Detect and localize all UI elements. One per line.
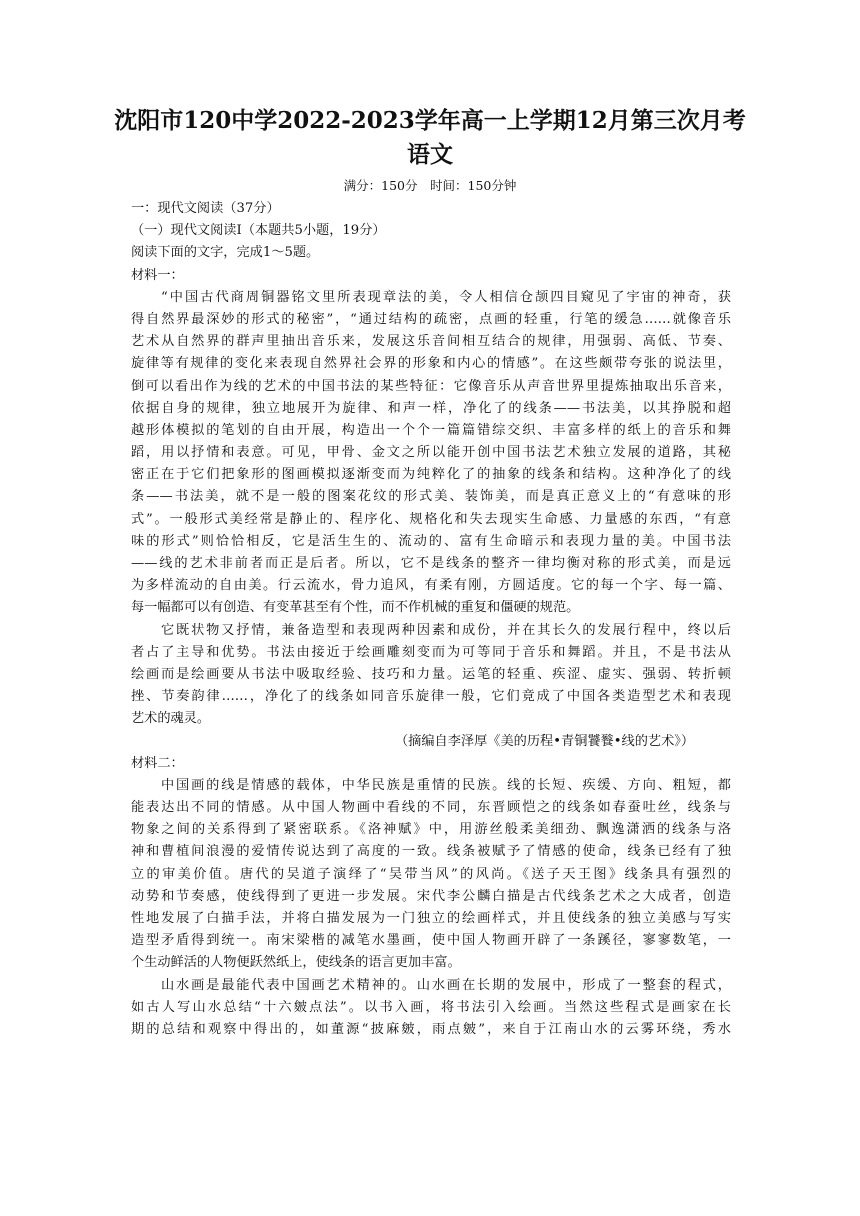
text-line: 能表达出不同的情感。从中国人物画中看线的不同，东晋顾恺之的线条如春蚕吐丝，线条与 <box>131 800 731 816</box>
text-line: 如古人写山水总结“十六皴点法”。以书入画，将书法引入绘画。当然这些程式是画家在长 <box>131 999 731 1015</box>
text-line: （一）现代文阅读Ⅰ（本题共5小题，19分） <box>131 223 386 239</box>
text-line: 物象之间的关系得到了紧密联系。《洛神赋》中，用游丝般柔美细劲、飘逸潇洒的线条与洛 <box>131 822 731 838</box>
exam-meta: 满分：150分 时间：150分钟 <box>343 178 517 193</box>
text-line: 艺术的魂灵。 <box>131 711 211 727</box>
text-line: 蹈，用以抒情和表意。可见，甲骨、金文之所以能开创中国书法艺术独立发展的道路，其秘 <box>131 445 731 461</box>
text-line: 密正在于它们把象形的图画模拟逐渐变而为纯粹化了的抽象的线条和结构。这种净化了的线 <box>131 467 731 483</box>
text-line: “中国古代商周铜器铭文里所表现章法的美，令人相信仓颉四目窥见了宇宙的神奇，获 <box>161 289 731 305</box>
text-line: ——线的艺术非前者而正是后者。所以，它不是线条的整齐一律均衡对称的形式美，而是远 <box>131 556 731 571</box>
text-line: （摘编自李泽厚《美的历程•青铜饕餮•线的艺术》） <box>395 733 695 749</box>
subject-title: 语文 <box>407 141 453 168</box>
text-line: 者占了主导和优势。书法由接近于绘画雕刻变而为可等同于音乐和舞蹈。并且，不是书法从 <box>131 644 731 660</box>
text-line: 个生动鲜活的人物便跃然纸上，使线条的语言更加丰富。 <box>131 955 461 971</box>
text-line: 味的形式”则恰恰相反，它是活生生的、流动的、富有生命暗示和表现力量的美。中国书法 <box>131 533 731 549</box>
text-line: 越形体模拟的笔划的自由开展，构造出一个个一篇篇错综交织、丰富多样的纸上的音乐和舞 <box>131 422 731 438</box>
text-line: 式”。一般形式美经常是静止的、程序化、规格化和失去现实生命感、力量感的东西，“有意 <box>131 511 731 527</box>
text-line: 每一幅都可以有创造、有变革甚至有个性，而不作机械的重复和僵硬的规范。 <box>131 600 580 616</box>
text-line: 阅读下面的文字，完成1～5题。 <box>131 245 320 261</box>
text-line: 动势和节奏感，使线得到了更进一步发展。宋代李公麟白描是古代线条艺术之大成者，创造 <box>131 888 731 904</box>
text-line: 期的总结和观察中得出的，如董源“披麻皴，雨点皴”，来自于江南山水的云雾环绕，秀水 <box>131 1021 731 1037</box>
text-line: 中国画的线是情感的载体，中华民族是重情的民族。线的长短、疾缓、方向、粗短，都 <box>161 777 731 793</box>
exam-title: 沈阳市120中学2022-2023学年高一上学期12月第三次月考 <box>114 107 746 134</box>
text-line: 山水画是最能代表中国画艺术精神的。山水画在长期的发展中，形成了一整套的程式， <box>161 977 731 993</box>
body-text <box>131 198 731 1041</box>
text-line: 造型矛盾得到统一。南宋梁楷的减笔水墨画，使中国人物画开辟了一条蹊径，寥寥数笔，一 <box>131 933 731 949</box>
text-line: 为多样流动的自由美。行云流水，骨力追风，有柔有刚，方圆适度。它的每一个字、每一篇、 <box>131 578 731 594</box>
text-line: 得自然界最深妙的形式的秘密”，“通过结构的疏密，点画的轻重，行笔的缓急……就像音乐 <box>131 311 731 327</box>
text-line: 立的审美价值。唐代的吴道子演绎了“吴带当风”的风尚。《送子天王图》线条具有强烈的 <box>131 866 731 882</box>
text-line: 依据自身的规律，独立地展开为旋律、和声一样，净化了的线条——书法美，以其挣脱和超 <box>131 400 731 416</box>
text-line: 艺术从自然界的群声里抽出音乐来，发展这乐音间相互结合的规律，用强弱、高低、节奏、 <box>131 334 731 350</box>
text-line: 绘画而是绘画要从书法中吸取经验、技巧和力量。运笔的轻重、疾涩、虚实、强弱、转折顿 <box>131 666 731 682</box>
text-line: 条——书法美，就不是一般的图案花纹的形式美、装饰美，而是真正意义上的“有意味的形 <box>131 489 731 505</box>
text-line: 挫、节奏韵律……，净化了的线条如同音乐旋律一般，它们竟成了中国各类造型艺术和表现 <box>131 689 731 705</box>
text-line: 材料二： <box>131 755 184 771</box>
text-line: 一：现代文阅读（37分） <box>131 201 280 216</box>
text-line: 性地发展了白描手法，并将白描发展为一门独立的绘画样式，并且使线条的独立美感与写实 <box>131 911 731 926</box>
text-line: 它既状物又抒情，兼备造型和表现两种因素和成份，并在其长久的发展行程中，终以后 <box>161 622 731 638</box>
text-line: 材料一： <box>131 267 184 283</box>
text-line: 神和曹植间浪漫的爱情传说达到了高度的一致。线条被赋予了情感的使命，线条已经有了独 <box>131 844 731 860</box>
text-line: 旋律等有规律的变化来表现自然界社会界的形象和内心的情感”。在这些颇带夸张的说法里， <box>131 356 731 372</box>
text-line: 倒可以看出作为线的艺术的中国书法的某些特征：它像音乐从声音世界里提炼抽取出乐音来， <box>131 378 731 394</box>
